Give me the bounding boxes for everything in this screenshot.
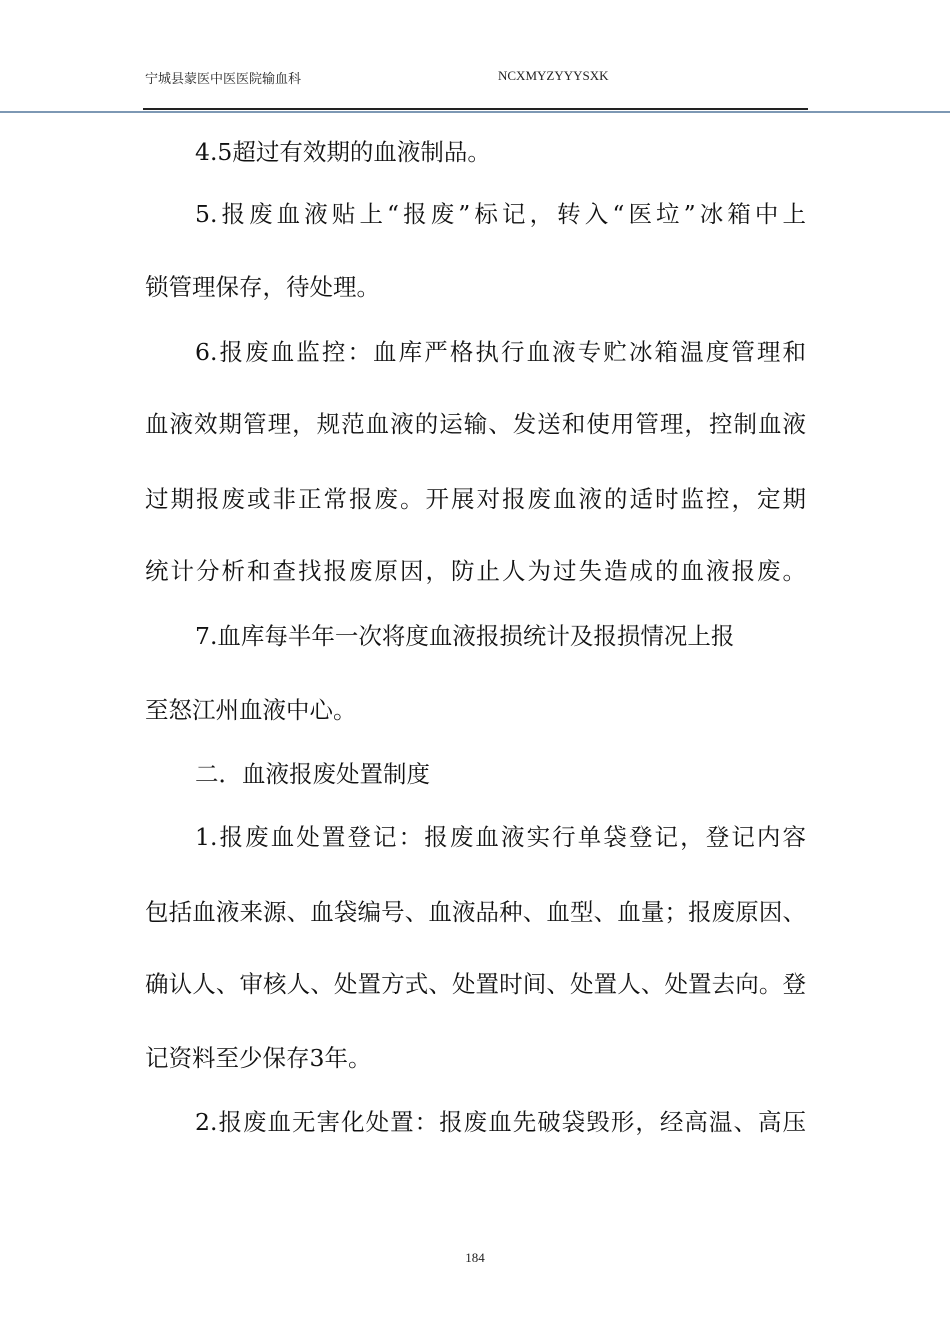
body-line-13: 确认人、审核人、处置方式、处置时间、处置人、处置去向。登 xyxy=(145,970,806,998)
header-accent-rule xyxy=(0,111,950,113)
section-heading: 二．血液报废处置制度 xyxy=(195,760,430,788)
body-line-14: 记资料至少保存3年。 xyxy=(145,1044,372,1072)
header-code: NCXMYZYYYSXK xyxy=(498,68,609,83)
header-organization: 宁城县蒙医中医医院输血科 xyxy=(145,71,302,86)
header-rule xyxy=(143,108,808,110)
body-line-1: 4.5超过有效期的血液制品。 xyxy=(195,138,491,166)
body-line-4: 6.报废血监控：血库严格执行血液专贮冰箱温度管理和 xyxy=(195,338,806,366)
body-line-5: 血液效期管理，规范血液的运输、发送和使用管理，控制血液 xyxy=(145,410,806,438)
body-line-2: 5.报废血液贴上“报废”标记，转入“医垃”冰箱中上 xyxy=(195,200,806,228)
body-line-7: 统计分析和查找报废原因，防止人为过失造成的血液报废。 xyxy=(145,557,806,585)
body-line-8: 7.血库每半年一次将度血液报损统计及报损情况上报 xyxy=(195,622,735,650)
body-line-9: 至怒江州血液中心。 xyxy=(145,696,357,724)
page-number: 184 xyxy=(465,1250,485,1265)
body-line-6: 过期报废或非正常报废。开展对报废血液的适时监控，定期 xyxy=(145,485,806,513)
body-line-3: 锁管理保存，待处理。 xyxy=(145,273,380,301)
body-line-12: 包括血液来源、血袋编号、血液品种、血型、血量；报废原因、 xyxy=(145,898,806,926)
body-line-11: 1.报废血处置登记：报废血液实行单袋登记，登记内容 xyxy=(195,823,806,851)
body-line-15: 2.报废血无害化处置：报废血先破袋毁形，经高温、高压 xyxy=(195,1108,806,1136)
